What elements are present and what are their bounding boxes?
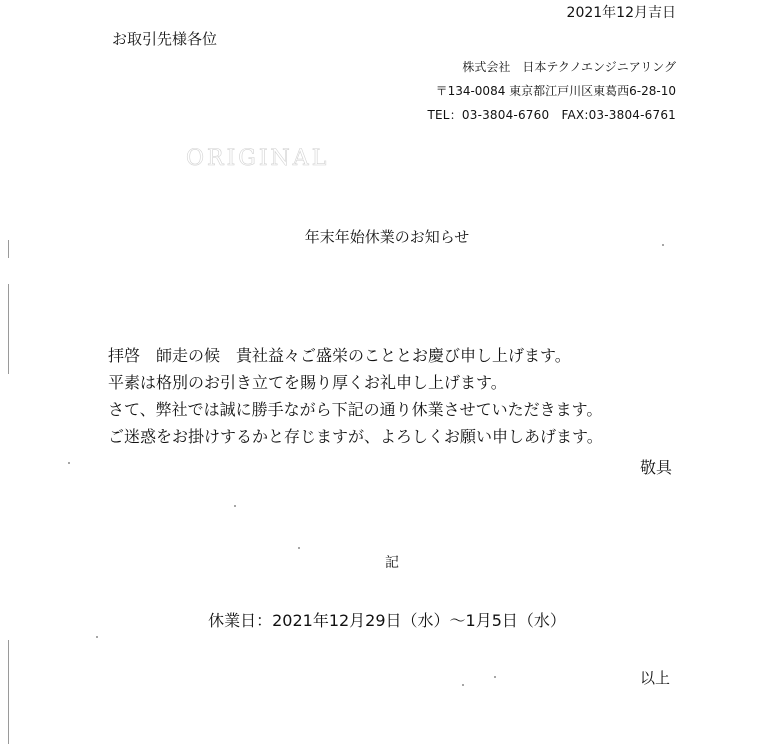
scan-artifact-speck [234, 505, 236, 507]
body-line-1: 拝啓 師走の候 貴社益々ご盛栄のこととお慶び申し上げます。 [108, 346, 571, 365]
scan-artifact-line [8, 240, 9, 258]
details-heading: 記 [385, 555, 399, 571]
closing-word: 敬具 [639, 458, 672, 477]
sender-contact: TEL：03-3804-6760 FAX:03-3804-6761 [427, 108, 676, 122]
holiday-period: 休業日：2021年12月29日（水）～1月5日（水） [208, 611, 566, 630]
scan-artifact-speck [494, 676, 496, 678]
original-stamp: ORIGINAL [186, 146, 330, 171]
body-line-2: 平素は格別のお引き立てを賜り厚くお礼申し上げます。 [108, 373, 507, 392]
scan-artifact-speck [298, 547, 300, 549]
notice-title: 年末年始休業のお知らせ [304, 228, 470, 246]
sender-address: 〒134-0084 東京都江戸川区東葛西6-28-10 [435, 84, 676, 98]
scan-artifact-speck [96, 636, 98, 638]
notice-body [108, 342, 674, 450]
body-line-3: さて、弊社では誠に勝手ながら下記の通り休業させていただきます。 [108, 400, 603, 419]
end-mark: 以上 [639, 669, 670, 687]
document-date: 2021年12月吉日 [566, 5, 676, 21]
scan-artifact-line [8, 284, 9, 374]
scan-artifact-speck [462, 684, 464, 686]
recipient-line: お取引先様各位 [112, 30, 218, 48]
sender-company: 株式会社 日本テクノエンジニアリング [462, 60, 676, 74]
body-line-4: ご迷惑をお掛けするかと存じますが、よろしくお願い申しあげます。 [108, 427, 603, 446]
scan-artifact-line [8, 640, 9, 744]
scan-artifact-speck [68, 462, 70, 464]
scan-artifact-speck [662, 244, 664, 246]
